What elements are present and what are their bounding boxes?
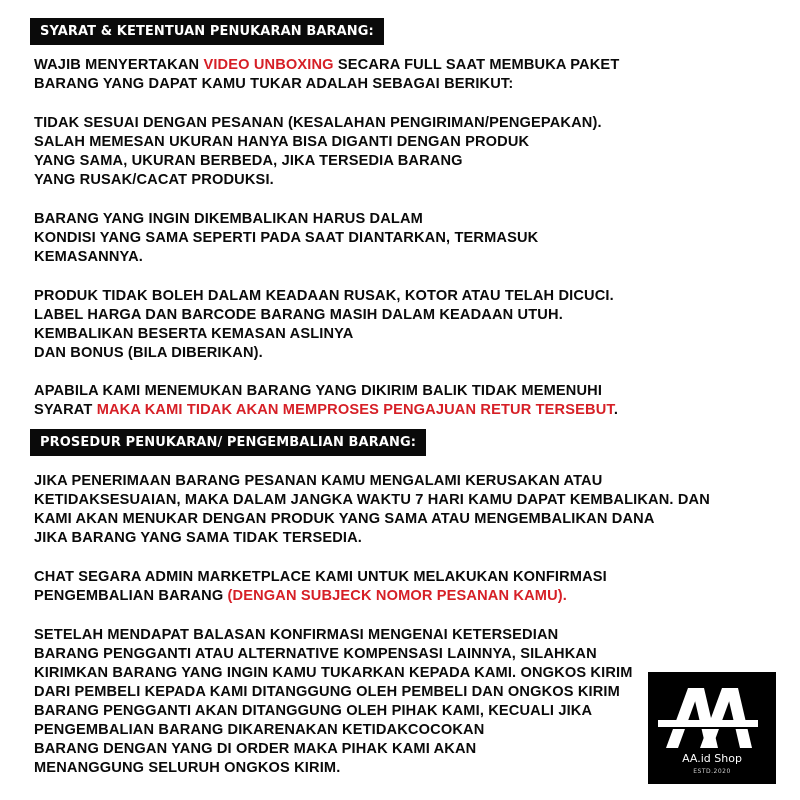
text-line: DAN BONUS (BILA DIBERIKAN).	[34, 345, 263, 361]
highlight-subject: (DENGAN SUBJECK NOMOR PESANAN KAMU).	[227, 588, 567, 604]
text-line: BARANG PENGGANTI ATAU ALTERNATIVE KOMPENSASI LAINNYA, SILAHKAN	[34, 646, 597, 662]
text-line: PRODUK TIDAK BOLEH DALAM KEADAAN RUSAK, KOTOR ATAU TELAH DICUCI.	[34, 288, 614, 304]
text-line: KIRIMKAN BARANG YANG INGIN KAMU TUKARKAN KEPADA KAMI. ONGKOS KIRIM	[34, 665, 633, 681]
procedure-heading: PROSEDUR PENUKARAN/ PENGEMBALIAN BARANG:	[30, 429, 426, 456]
text-line: JIKA PENERIMAAN BARANG PESANAN KAMU MENGALAMI KERUSAKAN ATAU	[34, 473, 603, 489]
highlight-video-unboxing: VIDEO UNBOXING	[203, 57, 334, 73]
text-line: JIKA BARANG YANG SAMA TIDAK TERSEDIA.	[34, 530, 362, 546]
highlight-no-process: MAKA KAMI TIDAK AKAN MEMPROSES PENGAJUAN RETUR TERSEBUT	[96, 402, 614, 418]
text-line: KAMI AKAN MENUKAR DENGAN PRODUK YANG SAMA ATAU MENGEMBALIKAN DANA	[34, 511, 655, 527]
text-line: TIDAK SESUAI DENGAN PESANAN (KESALAHAN PENGIRIMAN/PENGEPAKAN).	[34, 115, 602, 131]
text-line: KEMBALIKAN BESERTA KEMASAN ASLINYA	[34, 326, 354, 342]
text-line: SALAH MEMESAN UKURAN HANYA BISA DIGANTI DENGAN PRODUK	[34, 134, 530, 150]
logo-established: ESTD.2020	[693, 768, 731, 775]
text-line: BARANG YANG DAPAT KAMU TUKAR ADALAH SEBAGAI BERIKUT:	[34, 76, 514, 92]
text-line: CHAT SEGARA ADMIN MARKETPLACE KAMI UNTUK MELAKUKAN KONFIRMASI	[34, 569, 607, 585]
text-line: BARANG DENGAN YANG DI ORDER MAKA PIHAK KAMI AKAN	[34, 741, 477, 757]
text-line: BARANG YANG INGIN DIKEMBALIKAN HARUS DALAM	[34, 211, 423, 227]
text-line: APABILA KAMI MENEMUKAN BARANG YANG DIKIRIM BALIK TIDAK MEMENUHI	[34, 383, 603, 399]
text-line: YANG RUSAK/CACAT PRODUKSI.	[34, 172, 274, 188]
text-line: PENGEMBALIAN BARANG DIKARENAKAN KETIDAKCOCOKAN	[34, 722, 485, 738]
text-line: YANG SAMA, UKURAN BERBEDA, JIKA TERSEDIA BARANG	[34, 153, 463, 169]
text-line: BARANG PENGGANTI AKAN DITANGGUNG OLEH PIHAK KAMI, KECUALI JIKA	[34, 703, 593, 719]
text-line: KONDISI YANG SAMA SEPERTI PADA SAAT DIANTARKAN, TERMASUK	[34, 230, 539, 246]
logo-name: AA.id Shop	[682, 752, 742, 765]
text-line: SYARAT MAKA KAMI TIDAK AKAN MEMPROSES PENGAJUAN RETUR TERSEBUT.	[34, 402, 619, 418]
text-line: KETIDAKSESUAIAN, MAKA DALAM JANGKA WAKTU 7 HARI KAMU DAPAT KEMBALIKAN. DAN	[34, 492, 710, 508]
text-line: WAJIB MENYERTAKAN VIDEO UNBOXING SECARA FULL SAAT MEMBUKA PAKET	[34, 57, 620, 73]
text-line: DARI PEMBELI KEPADA KAMI DITANGGUNG OLEH PEMBELI DAN ONGKOS KIRIM	[34, 684, 620, 700]
text-line: MENANGGUNG SELURUH ONGKOS KIRIM.	[34, 760, 341, 776]
text-line: LABEL HARGA DAN BARCODE BARANG MASIH DALAM KEADAAN UTUH.	[34, 307, 563, 323]
terms-heading: SYARAT & KETENTUAN PENUKARAN BARANG:	[30, 18, 384, 45]
text-line: SETELAH MENDAPAT BALASAN KONFIRMASI MENGENAI KETERSEDIAN	[34, 627, 559, 643]
text-line: PENGEMBALIAN BARANG (DENGAN SUBJECK NOMOR PESANAN KAMU).	[34, 588, 567, 604]
shop-logo	[648, 672, 776, 784]
text-line: KEMASANNYA.	[34, 249, 143, 265]
